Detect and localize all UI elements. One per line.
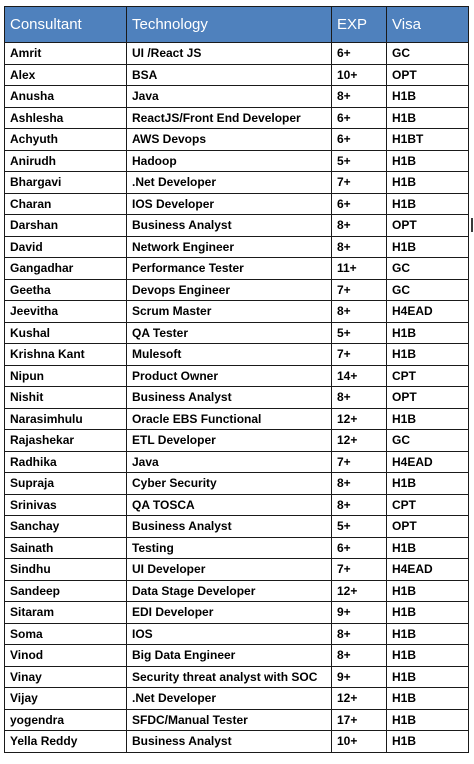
visa-cell: OPT: [387, 64, 469, 86]
exp-cell: 5+: [332, 516, 387, 538]
visa-cell: OPT: [387, 387, 469, 409]
table-row: [5, 301, 469, 323]
technology-cell: Business Analyst: [127, 215, 332, 237]
exp-cell: 12+: [332, 688, 387, 710]
exp-cell: 5+: [332, 322, 387, 344]
exp-cell: 7+: [332, 344, 387, 366]
table-row: [5, 86, 469, 108]
technology-cell: QA Tester: [127, 322, 332, 344]
visa-cell: H4EAD: [387, 301, 469, 323]
exp-cell: 14+: [332, 365, 387, 387]
table-row: [5, 258, 469, 280]
exp-cell: 11+: [332, 258, 387, 280]
visa-cell: H1B: [387, 193, 469, 215]
table-row: [5, 193, 469, 215]
visa-cell: H1B: [387, 150, 469, 172]
visa-cell: H1B: [387, 731, 469, 753]
technology-cell: .Net Developer: [127, 688, 332, 710]
technology-cell: IOS Developer: [127, 193, 332, 215]
technology-cell: Java: [127, 86, 332, 108]
exp-cell: 12+: [332, 430, 387, 452]
visa-cell: H1B: [387, 172, 469, 194]
exp-cell: 8+: [332, 86, 387, 108]
consultant-cell: Supraja: [5, 473, 127, 495]
visa-cell: GC: [387, 430, 469, 452]
visa-cell: CPT: [387, 494, 469, 516]
consultant-cell: Gangadhar: [5, 258, 127, 280]
consultant-cell: Amrit: [5, 43, 127, 65]
visa-cell: OPT: [387, 215, 469, 237]
exp-cell: 6+: [332, 537, 387, 559]
exp-cell: 8+: [332, 236, 387, 258]
table-row: [5, 430, 469, 452]
table-row: [5, 623, 469, 645]
visa-cell: H1B: [387, 623, 469, 645]
visa-cell: GC: [387, 258, 469, 280]
table-row: [5, 666, 469, 688]
technology-cell: Devops Engineer: [127, 279, 332, 301]
visa-cell: GC: [387, 279, 469, 301]
technology-cell: Business Analyst: [127, 731, 332, 753]
consultant-cell: Vinay: [5, 666, 127, 688]
consultant-cell: Sindhu: [5, 559, 127, 581]
technology-cell: Network Engineer: [127, 236, 332, 258]
visa-cell: CPT: [387, 365, 469, 387]
exp-cell: 7+: [332, 279, 387, 301]
table-row: [5, 408, 469, 430]
technology-cell: EDI Developer: [127, 602, 332, 624]
table-row: [5, 537, 469, 559]
consultant-cell: Nishit: [5, 387, 127, 409]
technology-cell: Testing: [127, 537, 332, 559]
table-row: [5, 709, 469, 731]
technology-cell: Oracle EBS Functional: [127, 408, 332, 430]
text-cursor-mark: [471, 218, 473, 232]
table-row: [5, 129, 469, 151]
visa-cell: H1B: [387, 236, 469, 258]
header-row: [5, 7, 469, 43]
exp-cell: 6+: [332, 193, 387, 215]
consultant-cell: Vinod: [5, 645, 127, 667]
consultant-table: [4, 6, 469, 753]
exp-cell: 9+: [332, 602, 387, 624]
technology-cell: Data Stage Developer: [127, 580, 332, 602]
technology-cell: UI Developer: [127, 559, 332, 581]
visa-cell: H1B: [387, 645, 469, 667]
visa-cell: H4EAD: [387, 559, 469, 581]
technology-cell: Java: [127, 451, 332, 473]
consultant-cell: Geetha: [5, 279, 127, 301]
exp-cell: 7+: [332, 451, 387, 473]
exp-cell: 10+: [332, 731, 387, 753]
technology-cell: SFDC/Manual Tester: [127, 709, 332, 731]
exp-cell: 8+: [332, 623, 387, 645]
consultant-cell: Anirudh: [5, 150, 127, 172]
visa-cell: H1B: [387, 107, 469, 129]
table-row: [5, 688, 469, 710]
exp-cell: 6+: [332, 43, 387, 65]
consultant-cell: Achyuth: [5, 129, 127, 151]
consultant-cell: Srinivas: [5, 494, 127, 516]
table-row: [5, 43, 469, 65]
table-row: [5, 150, 469, 172]
consultant-cell: Darshan: [5, 215, 127, 237]
visa-cell: H1BT: [387, 129, 469, 151]
table-row: [5, 473, 469, 495]
technology-cell: QA TOSCA: [127, 494, 332, 516]
technology-cell: Scrum Master: [127, 301, 332, 323]
exp-cell: 6+: [332, 129, 387, 151]
technology-cell: Hadoop: [127, 150, 332, 172]
visa-cell: H1B: [387, 666, 469, 688]
header-technology: Technology: [127, 7, 332, 43]
technology-cell: .Net Developer: [127, 172, 332, 194]
consultant-cell: Charan: [5, 193, 127, 215]
exp-cell: 8+: [332, 473, 387, 495]
exp-cell: 8+: [332, 387, 387, 409]
visa-cell: H1B: [387, 322, 469, 344]
exp-cell: 8+: [332, 645, 387, 667]
exp-cell: 8+: [332, 215, 387, 237]
visa-cell: H4EAD: [387, 451, 469, 473]
technology-cell: Big Data Engineer: [127, 645, 332, 667]
exp-cell: 10+: [332, 64, 387, 86]
table-row: [5, 365, 469, 387]
technology-cell: Business Analyst: [127, 387, 332, 409]
consultant-cell: Sandeep: [5, 580, 127, 602]
consultant-cell: Jeevitha: [5, 301, 127, 323]
consultant-cell: Anusha: [5, 86, 127, 108]
consultant-cell: Narasimhulu: [5, 408, 127, 430]
exp-cell: 5+: [332, 150, 387, 172]
consultant-cell: Sitaram: [5, 602, 127, 624]
consultant-cell: Sanchay: [5, 516, 127, 538]
technology-cell: IOS: [127, 623, 332, 645]
technology-cell: AWS Devops: [127, 129, 332, 151]
consultant-cell: Radhika: [5, 451, 127, 473]
visa-cell: H1B: [387, 473, 469, 495]
table-row: [5, 516, 469, 538]
consultant-cell: Ashlesha: [5, 107, 127, 129]
technology-cell: Performance Tester: [127, 258, 332, 280]
consultant-cell: Kushal: [5, 322, 127, 344]
table-row: [5, 731, 469, 753]
technology-cell: Security threat analyst with SOC: [127, 666, 332, 688]
exp-cell: 9+: [332, 666, 387, 688]
visa-cell: H1B: [387, 86, 469, 108]
visa-cell: H1B: [387, 580, 469, 602]
header-exp: EXP: [332, 7, 387, 43]
consultant-cell: Yella Reddy: [5, 731, 127, 753]
technology-cell: UI /React JS: [127, 43, 332, 65]
visa-cell: H1B: [387, 344, 469, 366]
technology-cell: Business Analyst: [127, 516, 332, 538]
technology-cell: Cyber Security: [127, 473, 332, 495]
exp-cell: 12+: [332, 580, 387, 602]
consultant-cell: Sainath: [5, 537, 127, 559]
visa-cell: H1B: [387, 602, 469, 624]
exp-cell: 8+: [332, 301, 387, 323]
table-row: [5, 107, 469, 129]
technology-cell: Mulesoft: [127, 344, 332, 366]
exp-cell: 8+: [332, 494, 387, 516]
table-row: [5, 387, 469, 409]
technology-cell: Product Owner: [127, 365, 332, 387]
visa-cell: GC: [387, 43, 469, 65]
table-body: [5, 43, 469, 753]
table-row: [5, 236, 469, 258]
consultant-cell: Soma: [5, 623, 127, 645]
technology-cell: BSA: [127, 64, 332, 86]
technology-cell: ETL Developer: [127, 430, 332, 452]
table-row: [5, 172, 469, 194]
consultant-cell: Krishna Kant: [5, 344, 127, 366]
header-visa: Visa: [387, 7, 469, 43]
consultant-cell: Bhargavi: [5, 172, 127, 194]
consultant-cell: Rajashekar: [5, 430, 127, 452]
table-row: [5, 602, 469, 624]
technology-cell: ReactJS/Front End Developer: [127, 107, 332, 129]
table-row: [5, 215, 469, 237]
visa-cell: H1B: [387, 537, 469, 559]
table-row: [5, 645, 469, 667]
visa-cell: OPT: [387, 516, 469, 538]
visa-cell: H1B: [387, 688, 469, 710]
table-row: [5, 559, 469, 581]
exp-cell: 12+: [332, 408, 387, 430]
exp-cell: 7+: [332, 559, 387, 581]
visa-cell: H1B: [387, 709, 469, 731]
table-row: [5, 344, 469, 366]
table-row: [5, 494, 469, 516]
exp-cell: 7+: [332, 172, 387, 194]
exp-cell: 6+: [332, 107, 387, 129]
consultant-cell: Alex: [5, 64, 127, 86]
table-row: [5, 580, 469, 602]
table-row: [5, 64, 469, 86]
table-row: [5, 279, 469, 301]
consultant-cell: yogendra: [5, 709, 127, 731]
consultant-cell: Vijay: [5, 688, 127, 710]
exp-cell: 17+: [332, 709, 387, 731]
visa-cell: H1B: [387, 408, 469, 430]
consultant-cell: David: [5, 236, 127, 258]
consultant-cell: Nipun: [5, 365, 127, 387]
table-row: [5, 322, 469, 344]
table-row: [5, 451, 469, 473]
header-consultant: Consultant: [5, 7, 127, 43]
